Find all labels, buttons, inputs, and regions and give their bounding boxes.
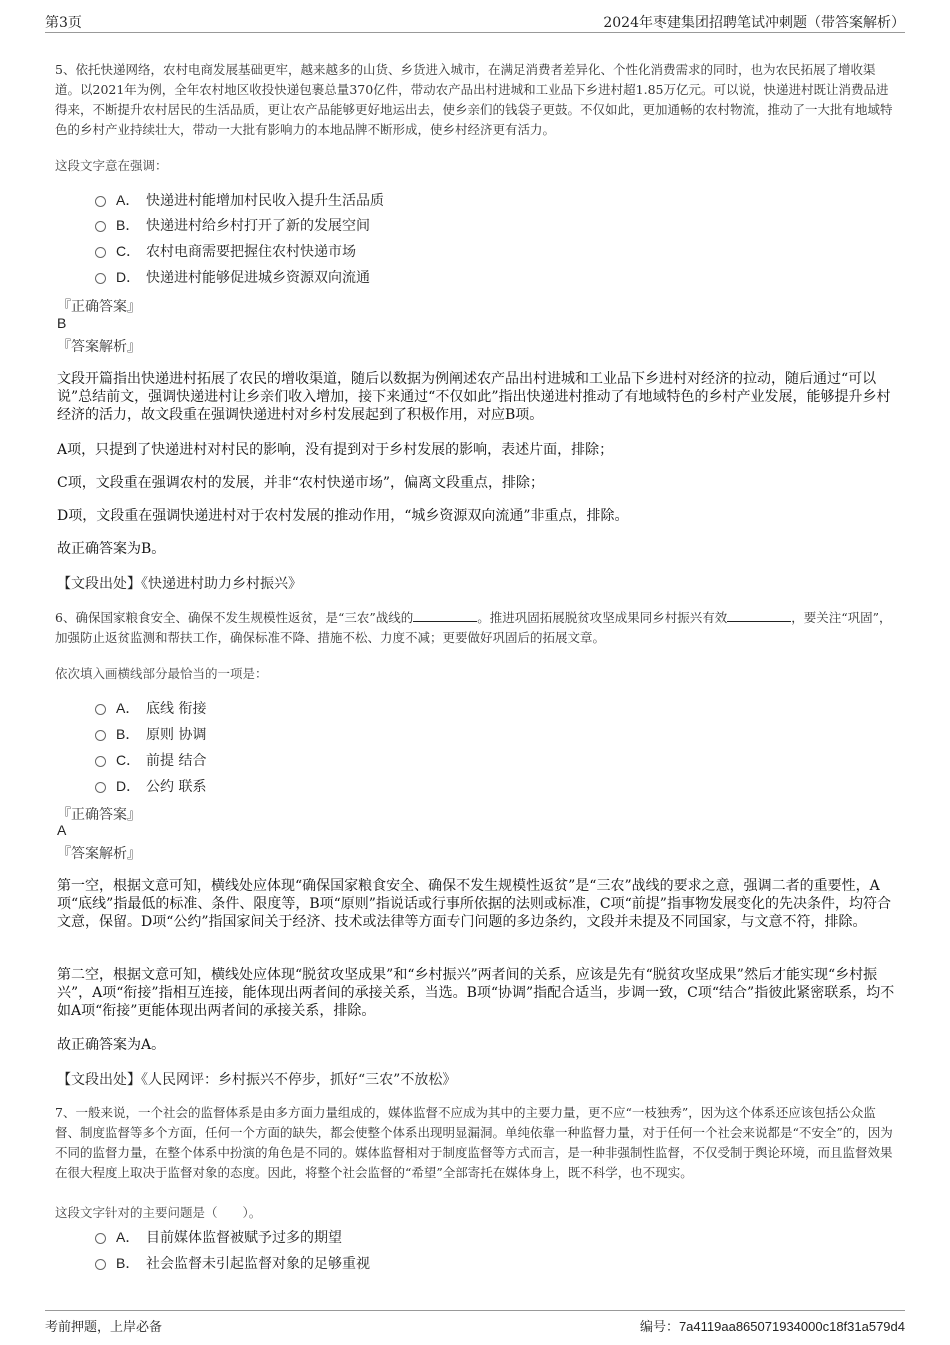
question-7-prompt: 这段文字针对的主要问题是（ ）。 xyxy=(55,1205,262,1220)
correct-answer-value: B xyxy=(57,315,67,331)
radio-icon[interactable] xyxy=(95,730,106,741)
radio-icon[interactable] xyxy=(95,704,106,715)
question-7-text: 7、一般来说，一个社会的监督体系是由多方面力量组成的，媒体监督不应成为其中的主要力量，更不应“一枝独秀”，因为这个体系还应该包括公众监督、制度监督等多个方面，任何一个方面的缺失，都会使整个体系出现明显漏洞。单纯依靠一种监督力量，对于任何一个社会来说都是“不安全”的，因为不同的监督力量，在整个体系中扮演的角色是不同的。媒体监督相对于制度监督等方式而言，是一种非强制性监督，不仅受制于舆论环境，而且监督效果在很大程度上取决于监督对象的态度。因此，将整个社会监督的“希望”全部寄托在媒体身上，既不科学，也不现实。 xyxy=(55,1105,893,1180)
question-6-prompt: 依次填入画横线部分最恰当的一项是： xyxy=(55,666,268,681)
q5-analysis-d: D项，文段重在强调快递进村对于农村发展的推动作用，“城乡资源双向流通”非重点，排除。 xyxy=(57,508,629,524)
q5-source: 【文段出处】《快递进村助力乡村振兴》 xyxy=(57,576,302,592)
radio-icon[interactable] xyxy=(95,756,106,767)
q5-option-a[interactable]: A． 快递进村能增加村民收入提升生活品质 xyxy=(95,190,384,210)
analysis-label: 『答案解析』 xyxy=(57,339,141,355)
q5-analysis-a: A项，只提到了快递进村对村民的影响，没有提到对于乡村发展的影响，表述片面，排除； xyxy=(57,442,614,458)
q6-analysis-blank-1: 第一空，根据文意可知，横线处应体现“确保国家粮食安全、确保不发生规模性返贫”是“三农”战线的要求之意，强调二者的重要性，A项“底线”指最低的标准、条件、限度等，B项“原则”指说话或行事所依据的法则或标准，C项“前提”指事物发展变化的先决条件，均符合文意，保留。D项“公约”指国家间关于经济、技术或法律等方面专门问题的多边条约，文段并未提及不同国家，与文意不符，排除。 xyxy=(57,878,891,930)
blank-1[interactable] xyxy=(413,609,477,622)
correct-answer-label: 『正确答案』 xyxy=(57,807,141,823)
analysis-label: 『答案解析』 xyxy=(57,846,141,862)
q6-option-a[interactable]: A． 底线 衔接 xyxy=(95,698,206,718)
q5-option-c[interactable]: C． 农村电商需要把握住农村快递市场 xyxy=(95,241,356,261)
document-code: 编号：7a4119aa865071934000c18f31a579d4 xyxy=(639,1319,905,1335)
q5-analysis-c: C项，文段重在强调农村的发展，并非“农村快递市场”，偏离文段重点，排除； xyxy=(57,475,545,491)
radio-icon[interactable] xyxy=(95,782,106,793)
q6-option-d[interactable]: D． 公约 联系 xyxy=(95,776,206,796)
q6-conclusion: 故正确答案为A。 xyxy=(57,1037,166,1053)
page-number: 第3页 xyxy=(45,15,82,31)
footer-slogan: 考前押题，上岸必备 xyxy=(45,1320,163,1335)
radio-icon[interactable] xyxy=(95,221,106,232)
correct-answer-value: A xyxy=(57,822,67,838)
q7-option-a[interactable]: A． 目前媒体监督被赋予过多的期望 xyxy=(95,1227,342,1247)
radio-icon[interactable] xyxy=(95,247,106,258)
q6-analysis-blank-2: 第二空，根据文意可知，横线处应体现“脱贫攻坚成果”和“乡村振兴”两者间的关系，应该是先有“脱贫攻坚成果”然后才能实现“乡村振兴”，A项“衔接”指相互连接，能体现出两者间的承接关系，当选。B项“协调”指配合适当，步调一致，C项“结合”指彼此紧密联系，均不如A项“衔接”更能体现出两者间的承接关系，排除。 xyxy=(57,967,895,1019)
q5-option-b[interactable]: B． 快递进村给乡村打开了新的发展空间 xyxy=(95,215,370,235)
q5-option-d[interactable]: D． 快递进村能够促进城乡资源双向流通 xyxy=(95,267,370,287)
q5-conclusion: 故正确答案为B。 xyxy=(57,541,166,557)
blank-2[interactable] xyxy=(727,609,791,622)
q6-source: 【文段出处】《人民网评：乡村振兴不停步，抓好“三农”不放松》 xyxy=(57,1072,457,1088)
q6-option-c[interactable]: C． 前提 结合 xyxy=(95,750,206,770)
page-header xyxy=(45,10,905,33)
question-6-text: 6、确保国家粮食安全、确保不发生规模性返贫，是“三农”战线的 。推进巩固拓展脱贫攻坚成果同乡村振兴有效 ，要关注“巩固”，加强防止返贫监测和帮扶工作，确保标准不降、措施不松、力度不减；更要做好巩固后的拓展文章。 xyxy=(55,610,892,645)
radio-icon[interactable] xyxy=(95,196,106,207)
q6-option-b[interactable]: B． 原则 协调 xyxy=(95,724,206,744)
question-5-prompt: 这段文字意在强调： xyxy=(55,158,168,173)
correct-answer-label: 『正确答案』 xyxy=(57,299,141,315)
q5-analysis-main: 文段开篇指出快递进村拓展了农民的增收渠道，随后以数据为例阐述农产品出村进城和工业品下乡进村对经济的拉动，随后通过“可以说”总结前文，强调快递进村让乡亲们收入增加，接下来通过“不仅如此”指出快递进村推动了有地域特色的乡村产业发展，能够提升乡村经济的活力，故文段重在强调快递进村对乡村发展起到了积极作用，对应B项。 xyxy=(57,371,891,423)
page-footer xyxy=(45,1310,905,1337)
q7-option-b[interactable]: B． 社会监督未引起监督对象的足够重视 xyxy=(95,1253,370,1273)
radio-icon[interactable] xyxy=(95,1233,106,1244)
document-title: 2024年枣建集团招聘笔试冲刺题（带答案解析） xyxy=(603,15,905,31)
radio-icon[interactable] xyxy=(95,273,106,284)
question-5-text: 5、依托快递网络，农村电商发展基础更牢，越来越多的山货、乡货进入城市，在满足消费者差异化、个性化消费需求的同时，也为农民拓展了增收渠道。以2021年为例，全年农村地区收投快递包裹总量370亿件，带动农产品出村进城和工业品下乡进村超1.85万亿元。可以说，快递进村既让消费品进得来，不断提升农村居民的生活品质，更让农产品能够更好地运出去，使乡亲们的钱袋子更鼓。不仅如此，更加通畅的农村物流，推动了一大批有地域特色的乡村产业持续壮大，带动一大批有影响力的本地品牌不断形成，使乡村经济更有活力。 xyxy=(55,62,893,137)
radio-icon[interactable] xyxy=(95,1259,106,1270)
